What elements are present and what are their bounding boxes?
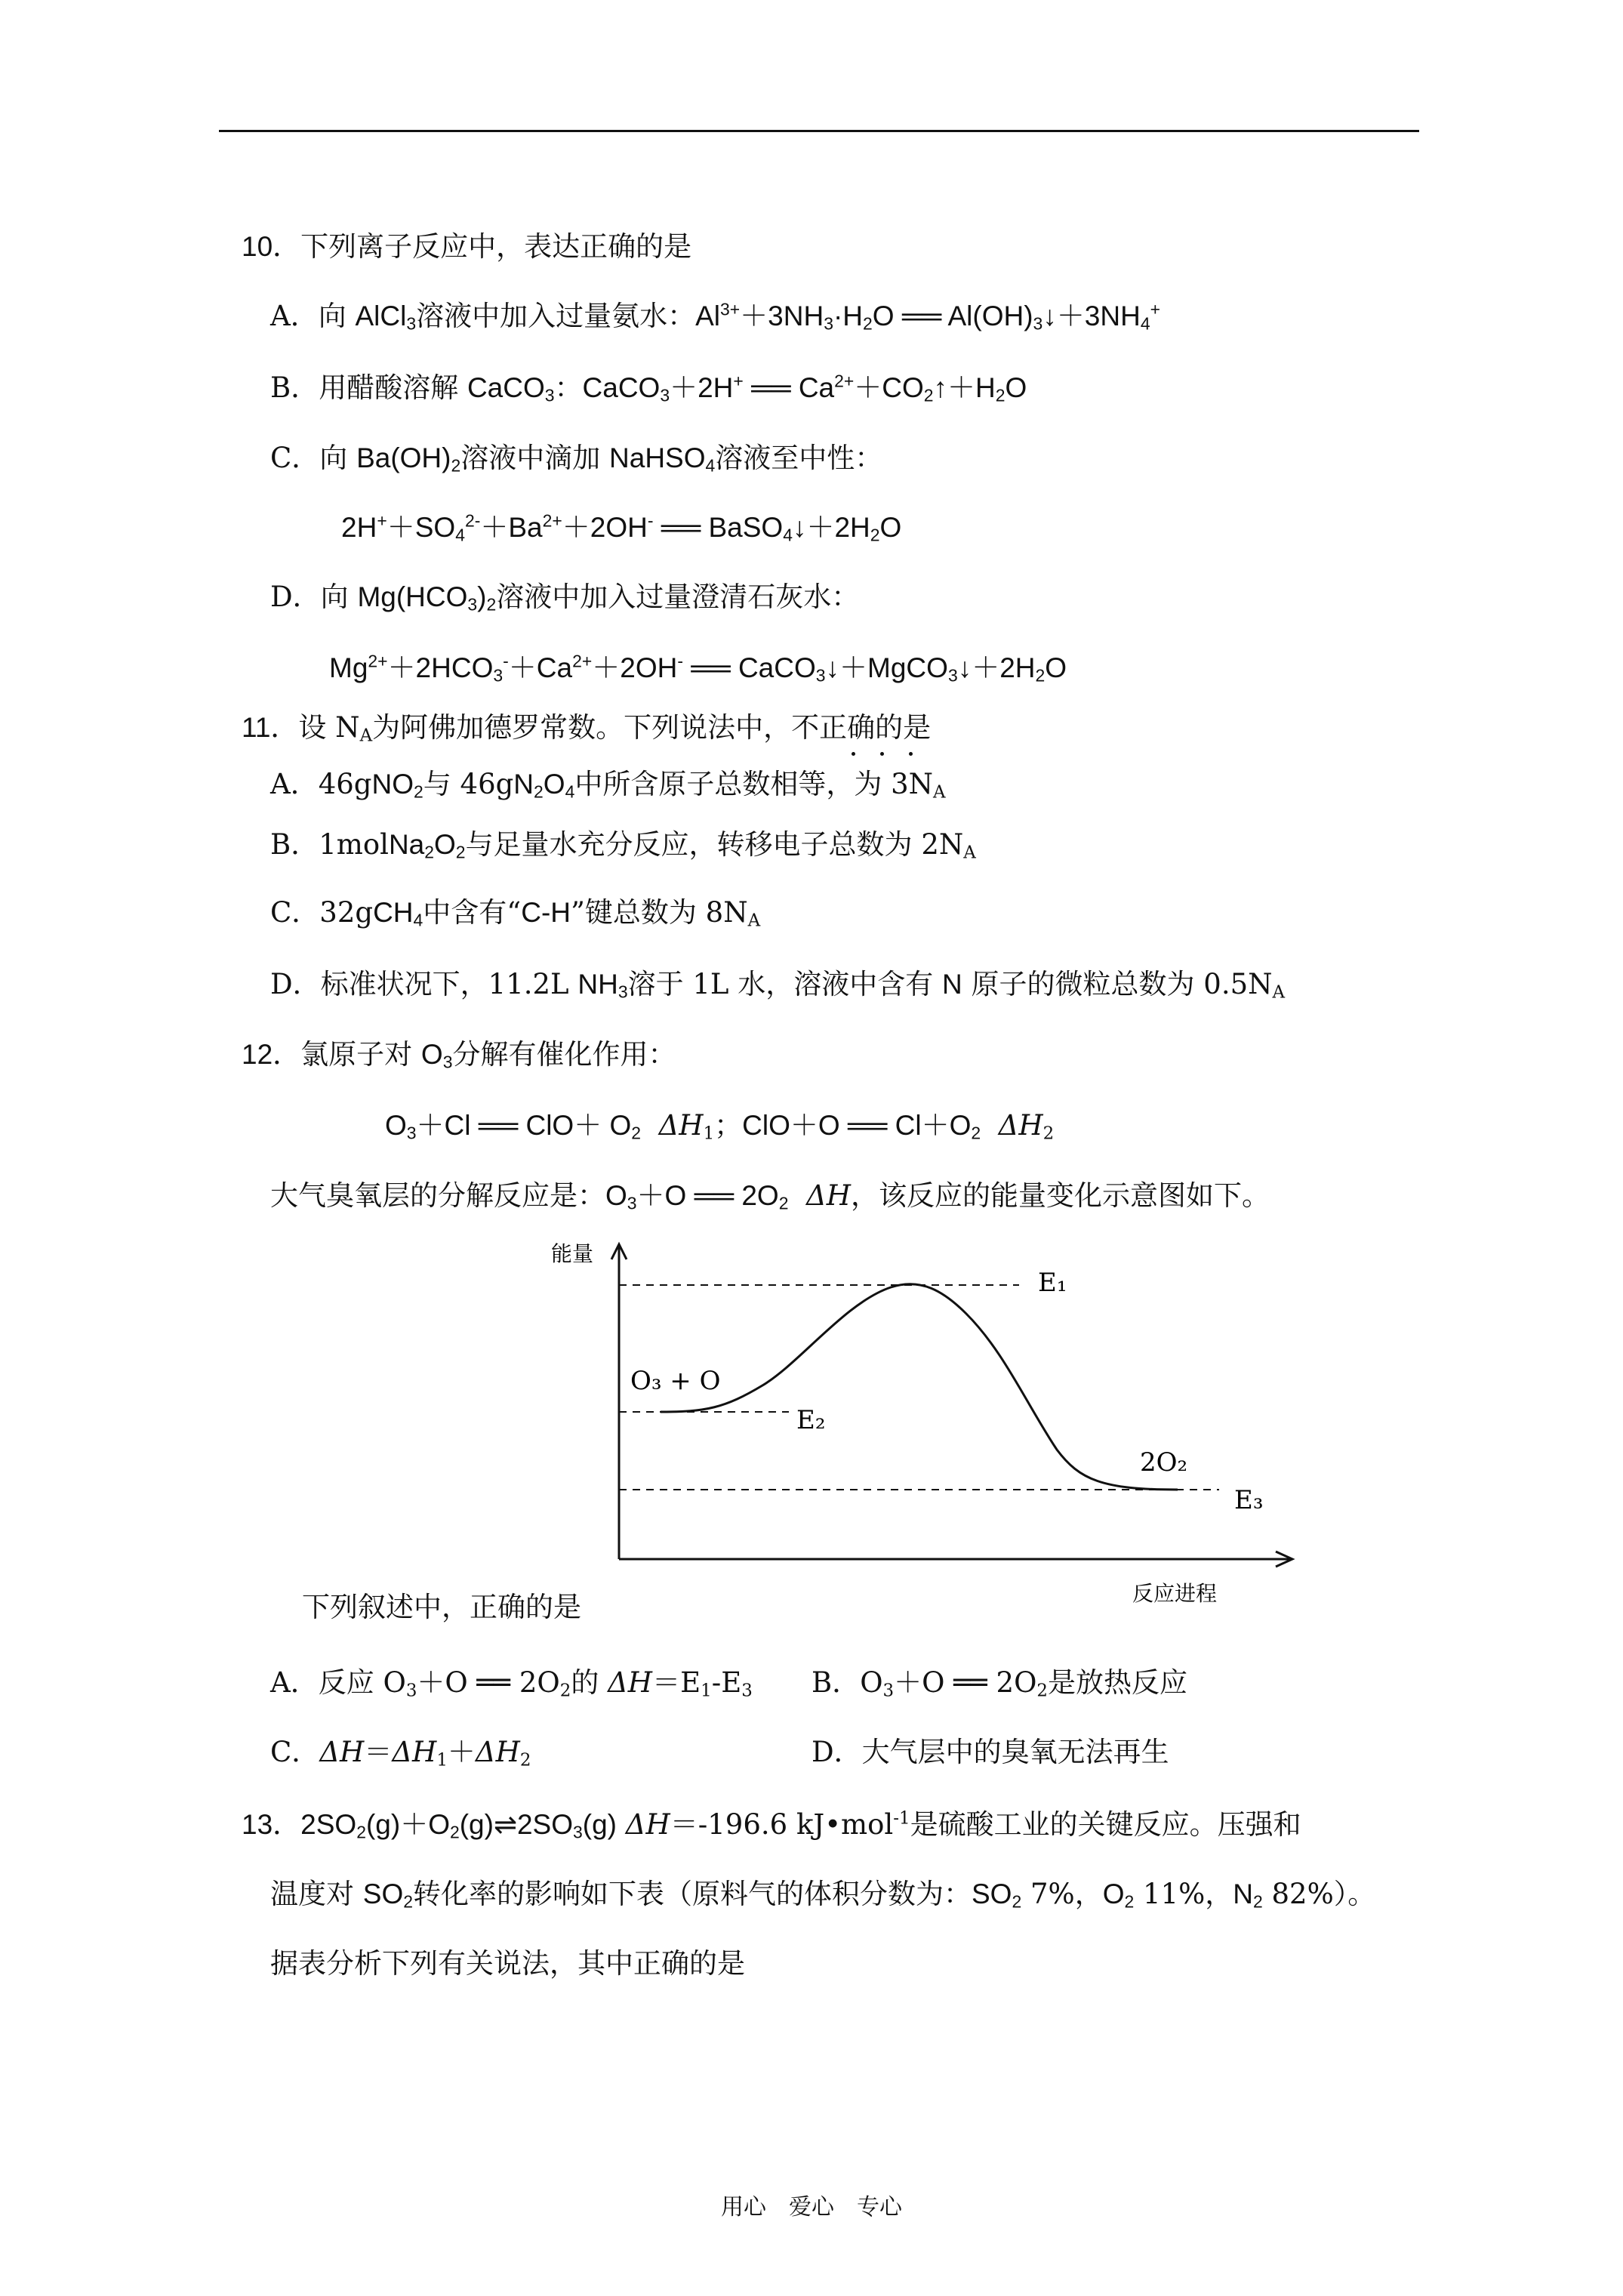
q12-option-a: A．反应 $O_3+O$ ══ $2O_2$的 $\Delta H=E_1-E_3$ [270,1666,753,1701]
x-axis-label: 反应进程 [1132,1581,1218,1606]
header-rule [219,130,1419,132]
energy-curve [661,1284,1178,1490]
q11-option-a: A．46gNO$_2$与 $46gN_2O_4$中所含原子总数相等，为 $3N_A$ [270,768,946,803]
q10-option-b: B．用醋酸溶解 CaCO$_3$：CaCO$_3$＋2H+ ══ $Ca^{2+}+CO_2↑+H_2O$ [270,371,1027,405]
y-axis-label: 能量 [551,1241,594,1266]
energy-diagram [544,1231,1313,1616]
q11-option-d: D．标准状况下，11.2L $NH_3$溶于 1L 水，溶液中含有 N 原子的微粒总数为 $0.5N_A$ [270,968,1286,1003]
q12-option-c: C．$\Delta H=\Delta H_1+\Delta H_2$ [270,1736,531,1771]
q10-option-a: A．向 AlCl$_3$溶液中加入过量氨水：$Al^{3+}+3NH_3\cdot H_2O$ ══ $Al(OH)_3↓+3NH_4^+$ [270,299,1161,334]
q12-stem: 12．氯原子对 $O_3$分解有催化作用： [242,1038,676,1072]
q12-option-d: D．大气层中的臭氧无法再生 [812,1736,1169,1768]
q12-lead: 下列叙述中，正确的是 [302,1591,581,1623]
e3-label: E₃ [1234,1485,1264,1515]
q12-description: 大气臭氧层的分解反应是：$O_3+O$ ══ $2O_2$ ΔH，该反应的能量变化示意图如下。 [270,1179,1270,1213]
q13-line1: 13．$2SO_2(g)+O_2(g)\rightleftharpoons 2SO_3(g)$ ΔH＝-196.6 kJ•mol$^{-1}$是硫酸工业的关键反应。压强和 [242,1808,1301,1842]
e1-label: E₁ [1038,1268,1067,1298]
q11-option-c: C．32gCH$_4$中含有“C-H”键总数为 $8N_A$ [270,896,761,931]
q12-option-b: B．$O_3+O$ ══ $2O_2$是放热反应 [812,1666,1188,1701]
reactants-label: O₃ + O [630,1366,721,1396]
emphasis-dot [880,752,884,756]
q10-option-c: C．向 $Ba(OH)_2$溶液中滴加 NaHSO$_4$溶液至中性： [270,442,883,476]
q10-option-c-equation: $2H^++SO_4^{2-}+Ba^{2+}+2OH^-$ ══ $BaSO_4↓+2H_2O$ [341,510,902,545]
emphasis-dot [909,752,913,756]
q10-option-d-equation: $Mg^{2+}+2HCO_3^-+Ca^{2+}+2OH^-$ ══ $CaCO_3↓+MgCO_3↓+2H_2O$ [329,651,1067,686]
page-footer: 用心 爱心 专心 [721,2194,902,2220]
q13-line3: 据表分析下列有关说法，其中正确的是 [270,1947,745,1980]
q10-option-d: D．向 $Mg(HCO_3)_2$溶液中加入过量澄清石灰水： [270,581,860,615]
q11-stem: 11．设 $N_A$为阿佛加德罗常数。下列说法中，不正确的是 [242,711,932,746]
emphasis-dot [852,752,855,756]
q12-catalysis-equations: $O_3+Cl$ ══ $ClO+ O_2$ $\Delta H_1$；ClO＋O ══ $Cl+O_2$ $\Delta H_2$ [385,1109,1055,1144]
q10-stem: 10．下列离子反应中，表达正确的是 [242,230,692,263]
products-label: 2O₂ [1140,1447,1188,1478]
q11-option-b: B．$1molNa_2O_2$与足量水充分反应，转移电子总数为 $2N_A$ [270,828,976,863]
q13-line2: 温度对 $SO_2$转化率的影响如下表（原料气的体积分数为：$SO_2$ 7%，$O_2$ 11%，$N_2$ 82%）。 [270,1878,1376,1912]
e2-label: E₂ [796,1405,826,1435]
